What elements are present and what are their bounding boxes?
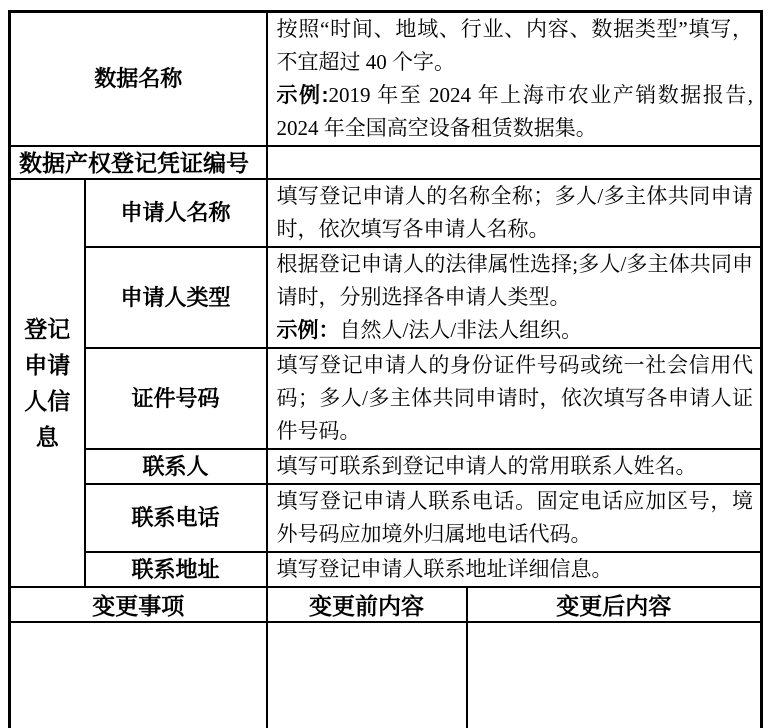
contact-address-label: 联系地址 <box>131 556 220 582</box>
contact-phone-desc-cell <box>267 484 762 552</box>
row-data-name <box>10 12 762 147</box>
applicant-type-label-cell <box>85 247 267 348</box>
contact-phone-desc: 填写登记申请人联系电话。固定电话应加区号，境外号码应加境外归属地电话代码。 <box>276 489 754 546</box>
data-name-label: 数据名称 <box>94 66 183 91</box>
data-name-example-label: 示例: <box>276 84 329 107</box>
applicant-info-group-label: 登记申请人信息 <box>24 316 71 450</box>
id-number-desc: 填写登记申请人的身份证件号码或统一社会信用代码；多人/多主体共同申请时，依次填写各申请人证件号码。 <box>276 353 754 443</box>
row-contact-phone <box>10 484 762 552</box>
id-number-label: 证件号码 <box>131 385 220 411</box>
change-before-header: 变更前内容 <box>309 593 425 619</box>
applicant-type-desc-cell <box>267 247 762 348</box>
contact-phone-label: 联系电话 <box>131 505 220 530</box>
data-name-desc-cell <box>267 12 762 147</box>
applicant-type-example: 自然人/法人/非法人组织。 <box>339 318 583 342</box>
contact-person-desc-cell <box>267 449 762 484</box>
contact-address-desc: 填写登记申请人联系地址详细信息。 <box>276 557 613 581</box>
row-contact-person <box>10 449 762 484</box>
contact-person-label: 联系人 <box>142 453 209 479</box>
change-after-value-cell[interactable] <box>467 622 762 728</box>
row-contact-address <box>10 552 762 587</box>
change-before-header-cell <box>267 587 467 622</box>
data-name-desc: 按照“时间、地域、行业、内容、数据类型”填写，不宜超过 40 个字。 <box>276 17 754 74</box>
change-after-header: 变更后内容 <box>556 593 672 619</box>
applicant-info-group-cell <box>10 179 85 587</box>
change-item-value-cell[interactable] <box>10 622 267 728</box>
row-id-number <box>10 348 762 449</box>
certificate-number-label: 数据产权登记凭证编号 <box>19 149 249 176</box>
id-number-desc-cell <box>267 348 762 449</box>
id-number-label-cell <box>85 348 267 449</box>
applicant-type-desc: 根据登记申请人的法律属性选择;多人/多主体共同申请时，分别选择各申请人类型。 <box>276 252 754 309</box>
row-change-entry <box>10 622 762 728</box>
contact-person-desc: 填写可联系到登记申请人的常用联系人姓名。 <box>276 454 697 478</box>
row-applicant-type <box>10 247 762 348</box>
applicant-name-desc-cell <box>267 179 762 247</box>
contact-address-label-cell <box>85 552 267 587</box>
applicant-type-example-label: 示例： <box>276 319 340 342</box>
certificate-number-label-cell <box>10 146 267 179</box>
contact-phone-label-cell <box>85 484 267 552</box>
data-name-label-cell <box>10 12 267 147</box>
applicant-name-label-cell <box>85 179 267 247</box>
certificate-number-value-cell[interactable] <box>267 146 762 179</box>
row-applicant-name <box>10 179 762 247</box>
data-registration-table <box>8 10 763 728</box>
contact-address-desc-cell <box>267 552 762 587</box>
data-name-example: 2019 年至 2024 年上海市农业产销数据报告, 2024 年全国高空设备租赁数据集。 <box>276 83 754 140</box>
applicant-name-desc: 填写登记申请人的名称全称；多人/多主体共同申请时，依次填写各申请人名称。 <box>276 184 754 241</box>
applicant-type-label: 申请人类型 <box>120 284 231 310</box>
change-before-value-cell[interactable] <box>267 622 467 728</box>
change-item-header-cell <box>10 587 267 622</box>
applicant-name-label: 申请人名称 <box>120 200 231 225</box>
change-item-header: 变更事项 <box>92 593 185 619</box>
row-certificate-number <box>10 146 762 179</box>
change-after-header-cell <box>467 587 762 622</box>
contact-person-label-cell <box>85 449 267 484</box>
row-change-headers <box>10 587 762 622</box>
